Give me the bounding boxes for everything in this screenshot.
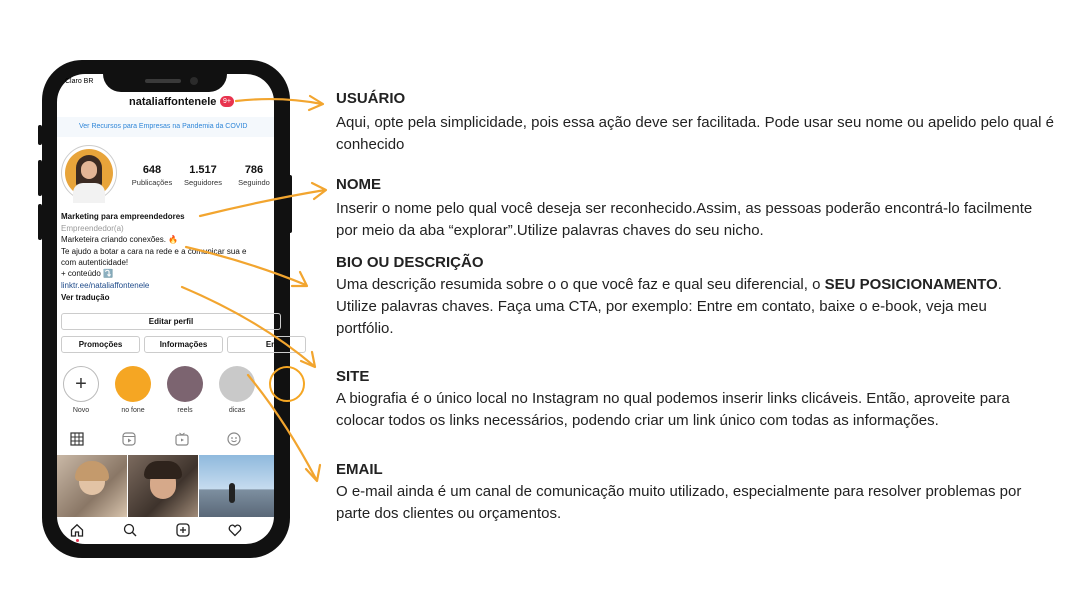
section-bio-text: Uma descrição resumida sobre o o que você faz e qual seu diferencial, o SEU POSICIONAMENTO. Utilize palavras chaves. Faça uma CTA, por exemplo: Entre em contato, baixe o e-book, veja meu portfólio. [336, 276, 1002, 337]
bio-line-3: com autenticidade! [61, 258, 129, 267]
bio-line-2: Te ajudo a botar a cara na rede e a comunicar sua e [61, 247, 247, 256]
arrow-site [182, 287, 314, 366]
highlight-label-novo: Novo [72, 407, 90, 414]
arrow-usuario [236, 99, 322, 104]
section-email-title: EMAIL [336, 461, 383, 478]
section-email-text: O e-mail ainda é um canal de comunicação muito utilizado, especialmente para resolver problemas por parte dos clientes ou orçamentos. [336, 483, 1022, 522]
bio-category: Empreendedor(a) [61, 224, 124, 233]
stat-posts-value: 648 [142, 164, 162, 176]
bio-line-4: + conteúdo ⤵️ [61, 269, 113, 278]
section-nome-text: Inserir o nome pelo qual você deseja ser reconhecido.Assim, as pessoas poderão encontrá-lo facilmente por meio da aba “explorar”.Utilize palavras chaves do seu nicho. [336, 200, 1033, 239]
stat-following-value: 786 [244, 164, 264, 176]
business-banner-text: Ver Recursos para Empresas na Pandemia da COVID [79, 123, 248, 130]
section-bio-title: BIO OU DESCRIÇÃO [336, 254, 484, 271]
stat-posts-label: Publicações [131, 178, 173, 187]
stat-followers-label: Seguidores [184, 178, 222, 187]
highlight-label-reels: reels [177, 407, 193, 414]
bio-link[interactable]: linktr.ee/nataliaffontenele [61, 281, 150, 290]
email-button[interactable]: Email [227, 336, 306, 353]
arrow-email [248, 375, 316, 479]
notification-badge: 9+ [220, 96, 234, 107]
carrier-label: Claro BR [65, 78, 94, 85]
stat-followers-value: 1.517 [189, 164, 217, 176]
bio-name: Marketing para empreendedores [61, 212, 185, 221]
profile-username[interactable]: nataliaffontenele [129, 96, 217, 108]
translate-link[interactable]: Ver tradução [61, 293, 110, 302]
section-usuario-title: USUÁRIO [336, 90, 406, 107]
section-site-title: SITE [336, 368, 370, 385]
arrow-nome [200, 190, 325, 216]
info-button[interactable]: Informações [144, 336, 223, 353]
edit-profile-button[interactable]: Editar perfil [61, 313, 281, 330]
highlight-label-dicas: dicas [228, 407, 246, 414]
promotions-button[interactable]: Promoções [61, 336, 140, 353]
stat-following-label: Seguindo [238, 178, 270, 187]
section-nome-title: NOME [336, 176, 381, 193]
arrow-bio [186, 247, 306, 285]
section-bio-highlight: SEU POSICIONAMENTO [824, 276, 998, 293]
section-site-text: A biografia é o único local no Instagram no qual podemos inserir links clicáveis. Então, aproveite para colocar todos os links necessários, podendo criar um link único com todas as informações. [336, 390, 1010, 429]
highlight-label-no-fone: no fone [121, 407, 145, 414]
bio-line-1: Marketeira criando conexões. 🔥 [61, 235, 179, 244]
section-usuario-text: Aqui, opte pela simplicidade, pois essa ação deve ser facilitada. Pode usar seu nome ou apelido pelo qual é conhecido [336, 114, 1054, 153]
plus-icon: + [75, 373, 87, 395]
